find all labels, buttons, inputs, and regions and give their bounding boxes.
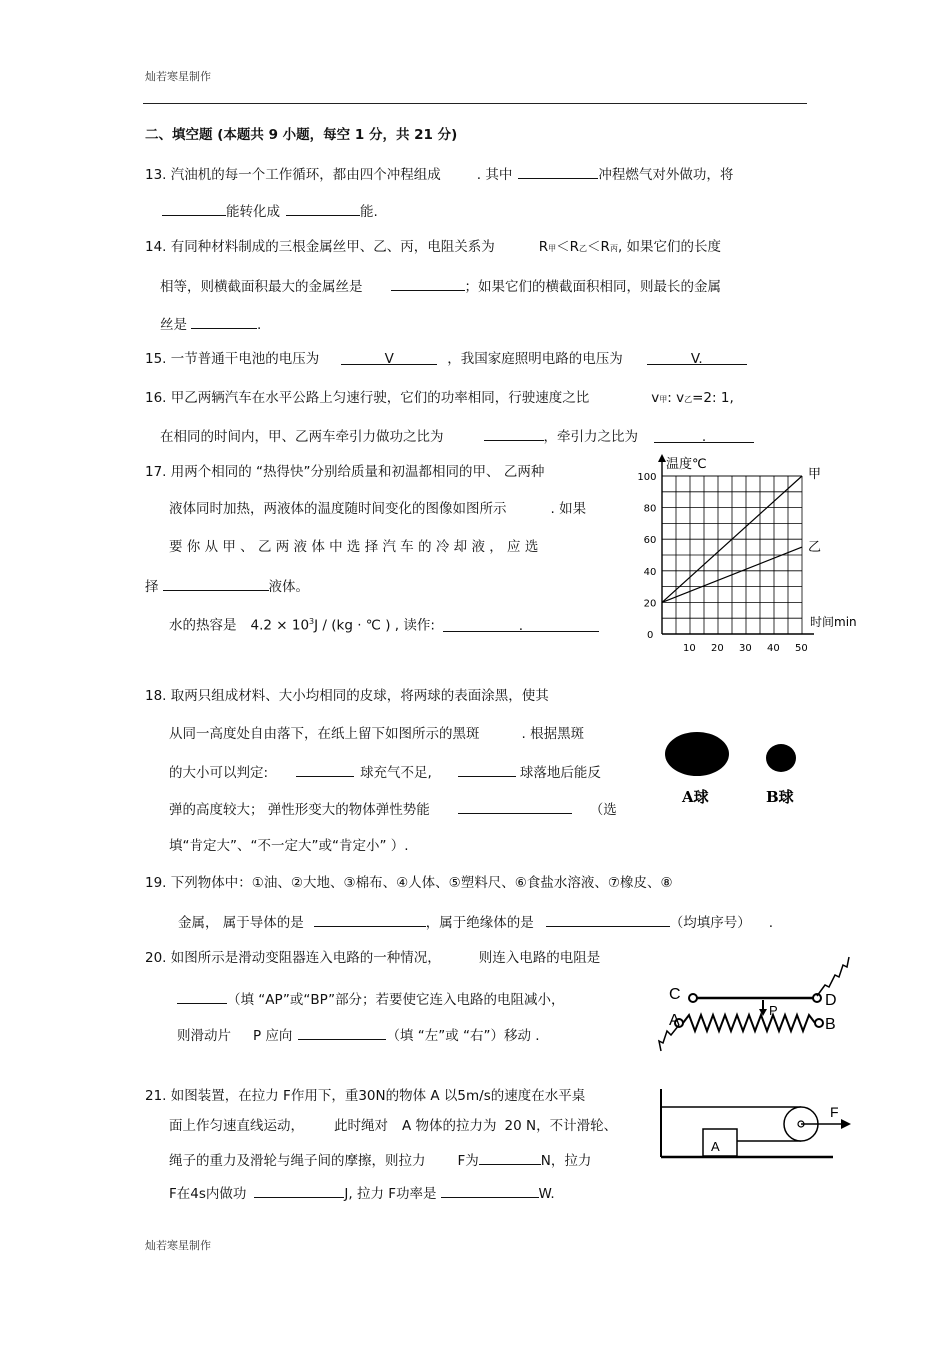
ball-b-spot [766,744,796,772]
pulley-setup-figure [655,1085,860,1165]
question-20-line-3: 则滑动片 P 应向 （填 “左”或 “右”）移动 . [177,1025,540,1045]
question-16-line-2: 在相同的时间内，甲、乙两车牵引力做功之比为 ，牵引力之比为 . [160,426,754,446]
question-14-line-3: 丝是 . [160,314,261,334]
question-18-line-5: 填“肯定大”、“不一定大”或“肯定小” ）. [169,838,409,854]
force-label: F [830,1104,839,1120]
x-tick-label: 0 [647,630,654,641]
answer-blank [518,164,598,179]
question-20-line-2: （填 “AP”或“BP”部分；若要使它连入电路的电阻减小， [177,989,565,1009]
section-title: 二、填空题 (本题共 9 小题，每空 1 分，共 21 分) [145,127,458,143]
terminal-c [689,994,697,1002]
x-tick-label: 10 [683,643,696,654]
question-19-line-1: 19. 下列物体中：①油、②大地、③棉布、④人体、⑤塑料尺、⑥食盐水溶液、⑦橡皮、⑧ [145,875,673,891]
y-axis-label: 温度℃ [666,457,707,472]
answer-blank [479,1150,541,1165]
answer-blank [458,799,572,814]
answer-blank [314,912,426,927]
answer-blank [296,762,354,777]
question-16-line-1: 16. 甲乙两辆汽车在水平公路上匀速行驶，它们的功率相同，行驶速度之比 v甲: v乙=2: 1, [145,390,734,406]
question-13-line-1: 13. 汽油机的每一个工作循环，都由四个冲程组成 . 其中 冲程燃气对外做功，将 [145,164,733,184]
question-20-line-1: 20. 如图所示是滑动变阻器连入电路的一种情况， 则连入电路的电阻是 [145,950,601,966]
answer-blank [484,426,544,441]
temperature-time-chart [630,448,890,658]
y-tick-label: 40 [643,566,657,578]
y-axis-arrow [658,454,666,462]
answer-blank-volts: V [341,350,437,365]
page-header: 灿若寒星制作 [145,70,211,83]
block-a [703,1129,737,1156]
answer-blank-volts: V. [647,350,747,365]
x-tick-label: 20 [711,643,724,654]
question-18-line-2: 从同一高度处自由落下，在纸上留下如图所示的黑斑 . 根据黑斑 [169,726,585,742]
answer-blank [441,1183,539,1198]
question-17-line-2: 液体同时加热，两液体的温度随时间变化的图像如图所示 . 如果 [169,501,587,517]
ball-a-label: A球 [682,788,709,806]
answer-blank: . [654,428,754,443]
page-footer: 灿若寒星制作 [145,1239,211,1252]
question-21-line-4: F在4s内做功 J, 拉力 F功率是 W. [169,1183,555,1203]
question-18-line-4: 弹的高度较大； 弹性形变大的物体弹性势能 （选 [169,799,617,819]
question-15: 15. 一节普通干电池的电压为 V ，我国家庭照明电路的电压为 V. [145,350,747,368]
wire-d [817,957,849,996]
header-divider [143,103,807,104]
question-17-line-5: 水的热容是 $4.2 \times 10^3J / (kg$ · ℃ ) , 读作: . [169,613,599,635]
answer-blank [163,576,269,591]
answer-blank [546,912,670,927]
question-18-line-3: 的大小可以判定: 球充气不足, 球落地后能反 [169,762,601,782]
x-axis-label: 时间min [810,615,857,629]
question-13-line-2: 能转化成 能. [162,201,378,221]
label-b: B [825,1016,836,1033]
label-c: C [669,986,681,1003]
answer-blank [254,1183,344,1198]
resistance-coil [683,1015,815,1031]
answer-blank [162,201,226,216]
y-tick-label: 80 [643,503,657,515]
x-tick-label: 50 [795,643,808,654]
answer-blank [298,1025,386,1040]
question-17-line-4: 择 液体。 [145,576,309,596]
question-18-line-1: 18. 取两只组成材料、大小均相同的皮球，将两球的表面涂黑，使其 [145,688,549,704]
x-tick-label: 40 [767,643,780,654]
question-17-line-1: 17. 用两个相同的 “热得快”分别给质量和初温都相同的甲、 乙两种 [145,464,545,480]
label-p: P [769,1003,778,1018]
chart-axes [658,454,814,634]
y-tick-label: 100 [637,472,657,483]
ball-spots-figure [660,728,810,810]
terminal-b [815,1019,823,1027]
label-d: D [825,992,837,1009]
question-21-line-2: 面上作匀速直线运动， 此时绳对 A 物体的拉力为 20 N，不计滑轮、 [169,1118,618,1134]
answer-blank [286,201,360,216]
ball-b-label: B球 [766,788,794,806]
answer-blank [177,989,227,1004]
answer-blank [191,314,257,329]
series-label-1: 甲 [808,467,822,482]
block-a-label: A [711,1139,720,1154]
x-tick-label: 30 [739,643,752,654]
force-arrow [841,1119,851,1129]
label-a: A [669,1012,680,1029]
y-tick-label: 20 [643,598,657,610]
y-tick-label: 60 [643,535,657,547]
answer-blank: . [443,617,599,632]
sliding-rheostat-figure [655,953,855,1053]
question-17-line-3: 要 你 从 甲 、 乙 两 液 体 中 选 择 汽 车 的 冷 却 液 ， 应 选 [169,539,539,555]
answer-blank [391,276,465,291]
question-21-line-3: 绳子的重力及滑轮与绳子间的摩擦，则拉力 F为 N，拉力 [169,1150,591,1170]
question-14-line-1: 14. 有同种材料制成的三根金属丝甲、乙、丙，电阻关系为 R甲＜R乙＜R丙, 如果它们的长度 [145,239,722,255]
question-21-line-1: 21. 如图装置，在拉力 F作用下，重30N的物体 A 以5m/s的速度在水平桌 [145,1088,586,1104]
question-19-line-2: 金属， 属于导体的是 ，属于绝缘体的是 （均填序号） . [178,912,773,932]
ball-a-spot [665,732,729,776]
answer-blank [458,762,516,777]
series-label-2: 乙 [808,540,822,556]
question-14-line-2: 相等，则横截面积最大的金属丝是 ；如果它们的横截面积相同，则最长的金属 [160,276,721,296]
